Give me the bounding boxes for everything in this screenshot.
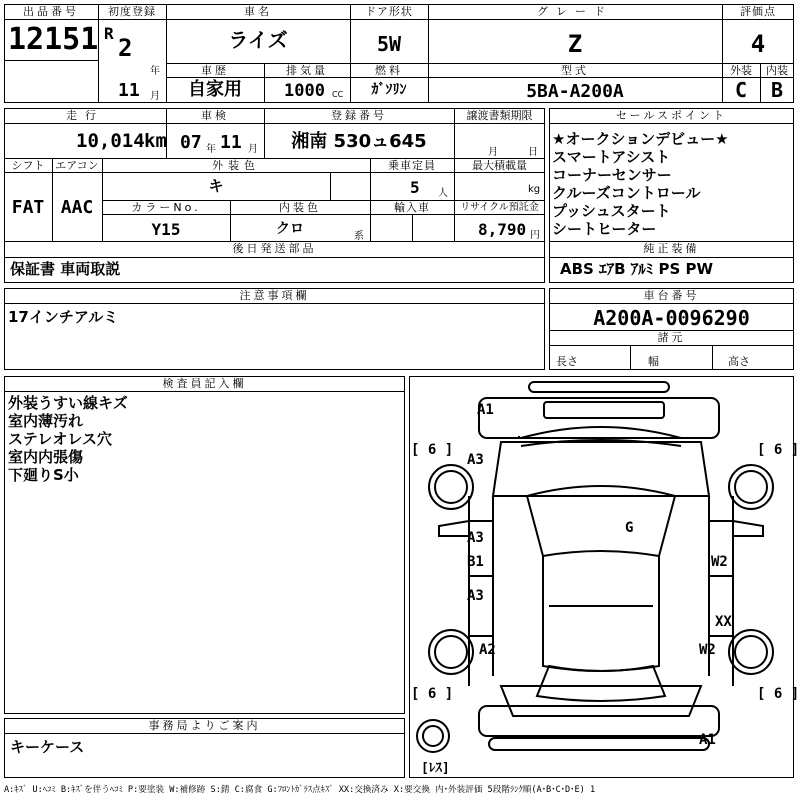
mileage: 10,014 — [76, 130, 145, 152]
door-label: ドア形状 — [365, 5, 413, 18]
interior-color-label: 内装色 — [279, 201, 321, 214]
lot-label: 出品番号 — [23, 5, 79, 18]
year: 2 — [118, 34, 133, 62]
mark-A3-door: A3 — [467, 530, 484, 546]
insp-year: 07 — [180, 132, 202, 153]
sales-point: ★オークションデビュー★ — [552, 130, 729, 148]
tire-front-right: [ 6 ] — [757, 442, 800, 458]
sales-point: シートヒーター — [552, 220, 657, 238]
history-label: 車歴 — [201, 64, 229, 77]
length-label: 長さ — [556, 355, 578, 368]
office-label: 事務局よりご案内 — [148, 719, 261, 732]
transfer-day: 日 — [528, 147, 538, 158]
year-unit: 年 — [150, 66, 160, 77]
mark-A2-rear: A2 — [479, 642, 496, 658]
mark-A1-front: A1 — [477, 402, 494, 418]
dims-label: 諸元 — [657, 331, 686, 344]
sales-point: コーナーセンサー — [552, 166, 672, 184]
insp-month: 11 — [220, 132, 242, 153]
chassis-label: 車台番号 — [643, 289, 700, 302]
inspector-line: 室内薄汚れ — [8, 412, 84, 430]
import-label: 輸入車 — [394, 201, 430, 214]
sales-label: セールスポイント — [615, 109, 727, 122]
mark-A3-hood: A3 — [467, 452, 484, 468]
interior-color: クロ — [276, 221, 304, 237]
load-unit: kg — [528, 184, 541, 195]
interior-unit: 系 — [354, 231, 364, 242]
width-label: 幅 — [648, 355, 659, 368]
model-label: 型式 — [561, 64, 589, 77]
plate: 湘南 530ュ645 — [291, 131, 427, 152]
int-score: B — [770, 78, 784, 102]
recycle-unit: 円 — [530, 230, 540, 241]
transfer-label: 譲渡書類期限 — [466, 109, 533, 122]
inspector-line: 外装うすい線キズ — [8, 394, 128, 412]
sales-point: スマートアシスト — [552, 148, 671, 166]
sales-point: クルーズコントロール — [552, 184, 701, 202]
door: 5W — [376, 32, 402, 56]
later-parts: 保証書 車両取説 — [10, 260, 121, 278]
cc-unit: CC — [332, 90, 344, 99]
car-name-label: 車名 — [244, 5, 272, 18]
load-label: 最大積載量 — [472, 159, 527, 172]
ext-score: C — [734, 78, 748, 102]
grade-label: グレード — [537, 5, 613, 18]
legend: A:ｷｽﾞ U:ﾍｺﾐ B:ｷｽﾞを伴うﾍｺﾐ P:要塗装 W:補修跡 S:錆 C:腐食 G:ﾌﾛﾝﾄｶﾞﾗｽ点ｷｽﾞ XX:交換済み X:要交換 内･外装評価 5段階ﾗﾝｸ順(A･B･C･D･E) 1 — [4, 785, 596, 795]
mileage-label: 走行 — [66, 109, 104, 122]
color-no: Y15 — [151, 220, 181, 239]
mark-A3-rear-door: A3 — [467, 588, 484, 604]
score: 4 — [750, 30, 766, 58]
fuel: ｶﾞｿﾘﾝ — [371, 82, 407, 98]
mark-B1-door: B1 — [467, 554, 484, 570]
shift-label: シフト — [11, 159, 45, 172]
mark-W2-rear-right: W2 — [699, 642, 716, 658]
office-text: キーケース — [10, 738, 85, 756]
notes-label: 注意事項欄 — [239, 289, 310, 302]
inspector-label: 検査員記入欄 — [162, 377, 247, 390]
color-no-label: カラーNo. — [131, 201, 201, 214]
month: 11 — [118, 80, 140, 101]
first-reg-label: 初度登録 — [108, 5, 156, 18]
model: 5BA-A200A — [526, 81, 624, 102]
height-label: 高さ — [728, 355, 750, 368]
lot-number: 12151 — [8, 22, 99, 57]
grade: Z — [567, 30, 583, 58]
car-name: ライズ — [228, 28, 288, 52]
car-diagram — [409, 376, 800, 778]
mark-A1-rear: A1 — [699, 732, 716, 748]
insp-year-unit: 年 — [206, 144, 216, 155]
recycle-label: リサイクル預託金 — [460, 202, 539, 213]
displacement: 1000 — [284, 81, 325, 101]
recycle: 8,790 — [478, 220, 527, 239]
later-label: 後日発送部品 — [232, 242, 317, 255]
spare-tire-label: [ﾚｽ] — [421, 761, 450, 776]
inspector-line: 室内内張傷 — [8, 448, 84, 466]
km-unit: km — [144, 130, 167, 152]
inspection-label: 車検 — [201, 109, 229, 122]
capacity: 5 — [410, 178, 420, 197]
ext-label: 外装 — [730, 64, 752, 77]
insp-month-unit: 月 — [248, 144, 258, 155]
tire-rear-left: [ 6 ] — [411, 686, 454, 702]
inspector-line: 下廻りS小 — [8, 466, 79, 484]
mark-G-glass: G — [625, 520, 634, 536]
inspector-line: ステレオレス穴 — [8, 430, 112, 448]
ac: AAC — [60, 197, 94, 218]
int-label: 内装 — [766, 64, 788, 77]
history: 自家用 — [188, 79, 242, 100]
shift: FAT — [11, 197, 45, 218]
ac-label: エアコン — [55, 159, 99, 172]
era: R — [104, 24, 114, 43]
mark-W2-right: W2 — [711, 554, 728, 570]
chassis-number: A200A-0096290 — [593, 306, 750, 330]
displacement-label: 排気量 — [286, 64, 328, 77]
notes-text: 17インチアルミ — [8, 308, 119, 326]
mark-XX-right: XX — [715, 614, 732, 630]
equip-label: 純正装備 — [643, 242, 700, 255]
capacity-label: 乗車定員 — [388, 159, 436, 172]
month-unit: 月 — [150, 91, 160, 102]
transfer-month: 月 — [488, 147, 498, 158]
score-label: 評価点 — [740, 5, 776, 18]
tire-front-left: [ 6 ] — [411, 442, 454, 458]
equip: ABS ｴｱB ｱﾙﾐ PS PW — [560, 260, 714, 278]
capacity-unit: 人 — [438, 188, 448, 199]
plate-label: 登録番号 — [331, 109, 387, 122]
sales-point: プッシュスタート — [552, 202, 671, 220]
tire-rear-right: [ 6 ] — [757, 686, 800, 702]
color-label: 外装色 — [212, 159, 260, 172]
color: キ — [208, 177, 224, 195]
fuel-label: 燃料 — [375, 64, 403, 77]
